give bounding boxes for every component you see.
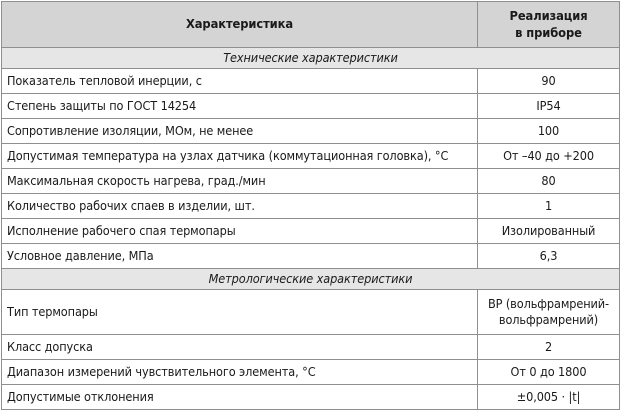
section-metrological xyxy=(2,269,620,290)
row-param: Показатель тепловой инерции, с xyxy=(2,69,478,94)
table-row xyxy=(2,194,620,219)
table-row xyxy=(2,385,620,410)
row-value: ±0,005 · |t| xyxy=(478,385,620,410)
row-param: Допустимая температура на узлах датчика (коммутационная головка), °С xyxy=(2,144,478,169)
table-row xyxy=(2,94,620,119)
row-param: Диапазон измерений чувствительного элемента, °С xyxy=(2,360,478,385)
table-row xyxy=(2,335,620,360)
table-row xyxy=(2,290,620,335)
row-value: 100 xyxy=(478,119,620,144)
row-value: От 0 до 1800 xyxy=(478,360,620,385)
row-value: 1 xyxy=(478,194,620,219)
row-value-line1: ВР (вольфрамрений- xyxy=(487,296,610,311)
table-row xyxy=(2,219,620,244)
section-technical xyxy=(2,48,620,69)
row-value: 6,3 xyxy=(478,244,620,269)
row-value: От –40 до +200 xyxy=(478,144,620,169)
row-value xyxy=(478,290,620,335)
section-title-technical: Технические характеристики xyxy=(2,48,620,69)
row-value: 90 xyxy=(478,69,620,94)
row-param: Сопротивление изоляции, МОм, не менее xyxy=(2,119,478,144)
row-value: IP54 xyxy=(478,94,620,119)
table-row xyxy=(2,360,620,385)
table-row xyxy=(2,119,620,144)
table-row xyxy=(2,144,620,169)
table-row xyxy=(2,169,620,194)
section-title-metrological: Метрологические характеристики xyxy=(2,269,620,290)
header-implementation-line2: в приборе xyxy=(515,25,582,41)
row-param: Максимальная скорость нагрева, град./мин xyxy=(2,169,478,194)
row-value: Изолированный xyxy=(478,219,620,244)
row-param: Исполнение рабочего спая термопары xyxy=(2,219,478,244)
header-characteristic: Характеристика xyxy=(2,2,478,48)
header-implementation xyxy=(478,2,620,48)
specifications-table xyxy=(1,1,620,410)
row-value: 2 xyxy=(478,335,620,360)
table-header-row xyxy=(2,2,620,48)
row-param: Степень защиты по ГОСТ 14254 xyxy=(2,94,478,119)
table-row xyxy=(2,69,620,94)
row-value: 80 xyxy=(478,169,620,194)
row-param: Допустимые отклонения xyxy=(2,385,478,410)
table-row xyxy=(2,244,620,269)
header-implementation-line1: Реализация xyxy=(509,8,588,24)
row-param: Условное давление, МПа xyxy=(2,244,478,269)
row-param: Количество рабочих спаев в изделии, шт. xyxy=(2,194,478,219)
row-param: Тип термопары xyxy=(2,290,478,335)
row-value-line2: вольфрамрений) xyxy=(498,312,599,327)
row-param: Класс допуска xyxy=(2,335,478,360)
